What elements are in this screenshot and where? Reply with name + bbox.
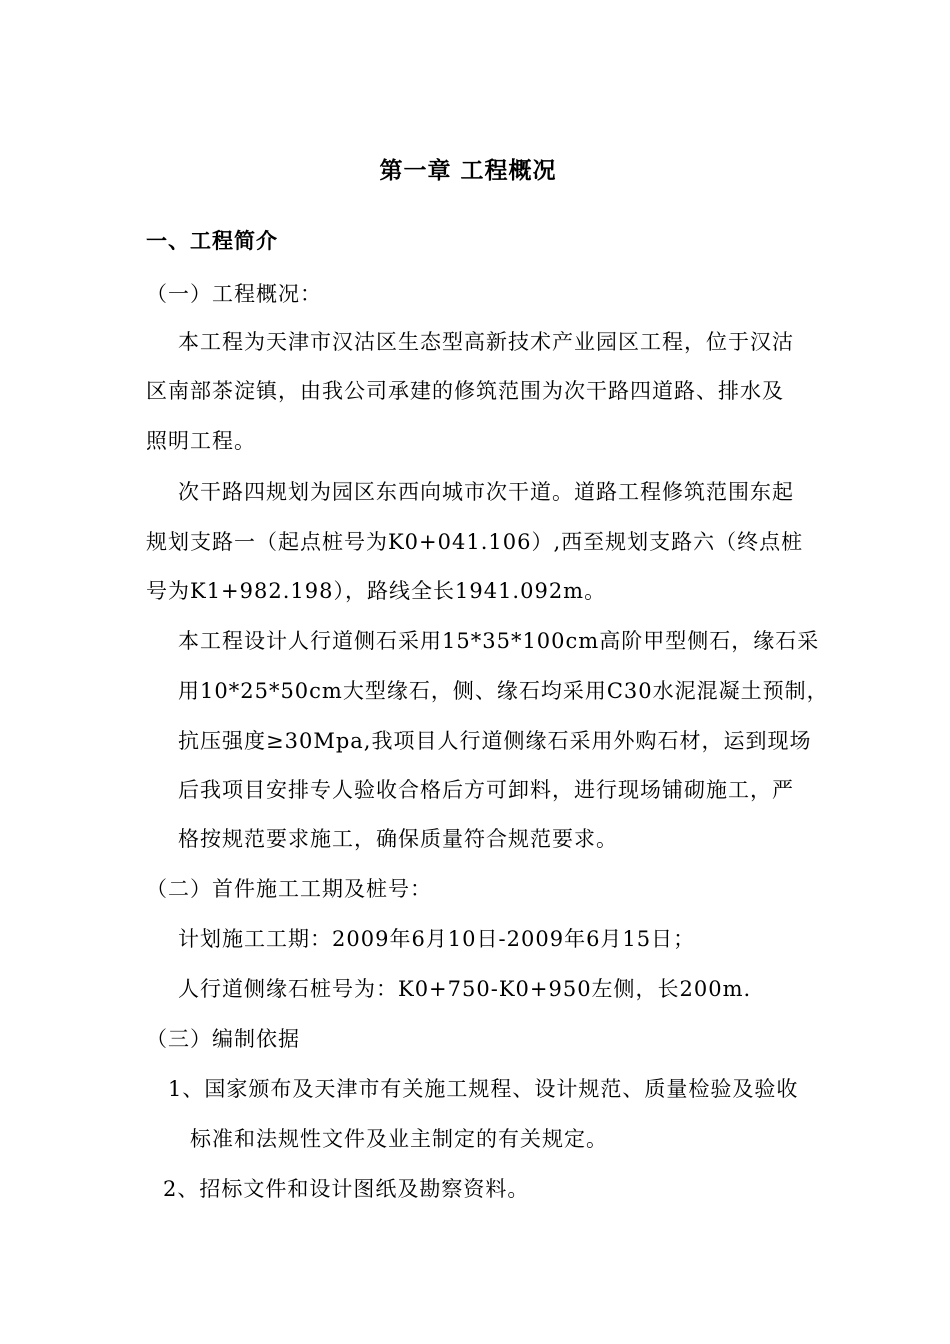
paragraph-line: 区南部茶淀镇，由我公司承建的修筑范围为次干路四道路、排水及 [146,379,784,403]
subsection-heading-3: （三）编制依据 [146,1027,300,1051]
paragraph-line: 次干路四规划为园区东西向城市次干道。道路工程修筑范围东起 [178,480,794,504]
subsection-heading-1: （一）工程概况： [146,282,322,306]
paragraph-line: 本工程为天津市汉沽区生态型高新技术产业园区工程，位于汉沽 [178,330,794,354]
paragraph-line: 号为K1+982.198），路线全长1941.092m。 [146,579,607,603]
paragraph-line: 照明工程。 [146,429,256,453]
paragraph-line: 用10*25*50cm大型缘石，侧、缘石均采用C30水泥混凝土预制， [178,679,829,703]
basis-item-1: 1、国家颁布及天津市有关施工规程、设计规范、质量检验及验收 [168,1077,799,1101]
section-heading: 一、工程简介 [146,229,278,253]
basis-item-1-cont: 标准和法规性文件及业主制定的有关规定。 [190,1127,608,1151]
paragraph-line: 规划支路一（起点桩号为K0+041.106）,西至规划支路六（终点桩 [146,530,804,554]
paragraph-line: 本工程设计人行道侧石采用15*35*100cm高阶甲型侧石，缘石采 [178,629,820,653]
schedule-line: 计划施工工期：2009年6月10日-2009年6月15日； [178,927,696,951]
subsection-heading-2: （二）首件施工工期及桩号： [146,877,432,901]
basis-item-2: 2、招标文件和设计图纸及勘察资料。 [163,1177,530,1201]
station-line: 人行道侧缘石桩号为：K0+750-K0+950左侧，长200m. [178,977,752,1001]
paragraph-line: 后我项目安排专人验收合格后方可卸料，进行现场铺砌施工，严 [178,778,794,802]
chapter-title: 第一章 工程概况 [379,158,557,184]
paragraph-line: 格按规范要求施工，确保质量符合规范要求。 [178,827,618,851]
paragraph-line: 抗压强度≥30Mpa,我项目人行道侧缘石采用外购石材，运到现场 [178,729,812,753]
